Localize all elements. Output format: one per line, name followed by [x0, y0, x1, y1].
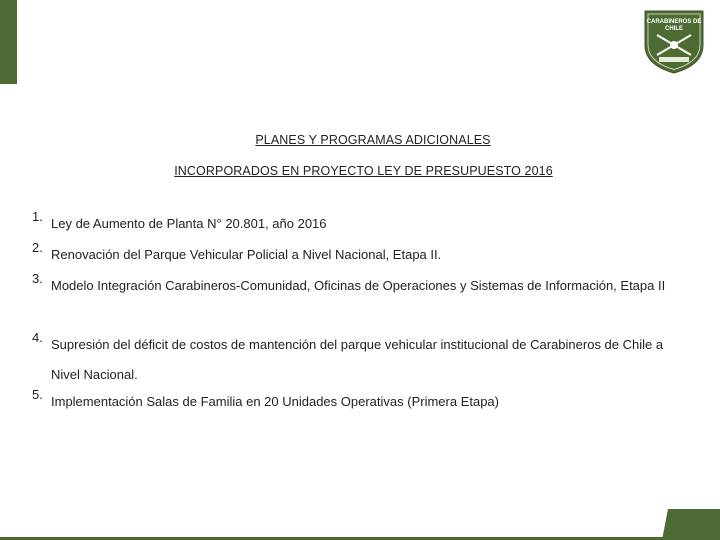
list-item-number: 5. — [32, 387, 43, 402]
emblem-text-top: CARABINEROS DE — [646, 19, 702, 25]
list-item — [32, 387, 691, 417]
carabineros-emblem-icon — [643, 9, 705, 75]
list-item-number: 2. — [32, 240, 43, 255]
list-item-text: Renovación del Parque Vehicular Policial a Nivel Nacional, Etapa II. — [51, 247, 442, 262]
list-item — [32, 209, 691, 240]
list-item-text: Implementación Salas de Familia en 20 Unidades Operativas (Primera Etapa) — [51, 394, 499, 409]
list-item-number: 1. — [32, 209, 43, 224]
programs-list — [32, 209, 691, 417]
list-item — [32, 330, 691, 387]
list-item-number: 3. — [32, 271, 43, 286]
list-item-number: 4. — [32, 330, 43, 345]
slide-title-line-1: PLANES Y PROGRAMAS ADICIONALES — [255, 133, 491, 147]
list-item-text: Modelo Integración Carabineros-Comunidad, Oficinas de Operaciones y Sistemas de Información, Etapa II — [51, 278, 666, 293]
emblem-text-mid: CHILE — [665, 26, 683, 32]
bottom-corner-tab — [662, 509, 720, 540]
slide-title-line-2: INCORPORADOS EN PROYECTO LEY DE PRESUPUESTO 2016 — [174, 164, 553, 178]
list-item-text: Supresión del déficit de costos de mantención del parque vehicular institucional de Carabineros de Chile a Nivel Nacional. — [51, 337, 664, 382]
list-item-text: Ley de Aumento de Planta N° 20.801, año 2016 — [51, 216, 327, 231]
left-accent-bar — [0, 0, 17, 84]
list-item — [32, 240, 691, 271]
list-item — [32, 271, 691, 330]
